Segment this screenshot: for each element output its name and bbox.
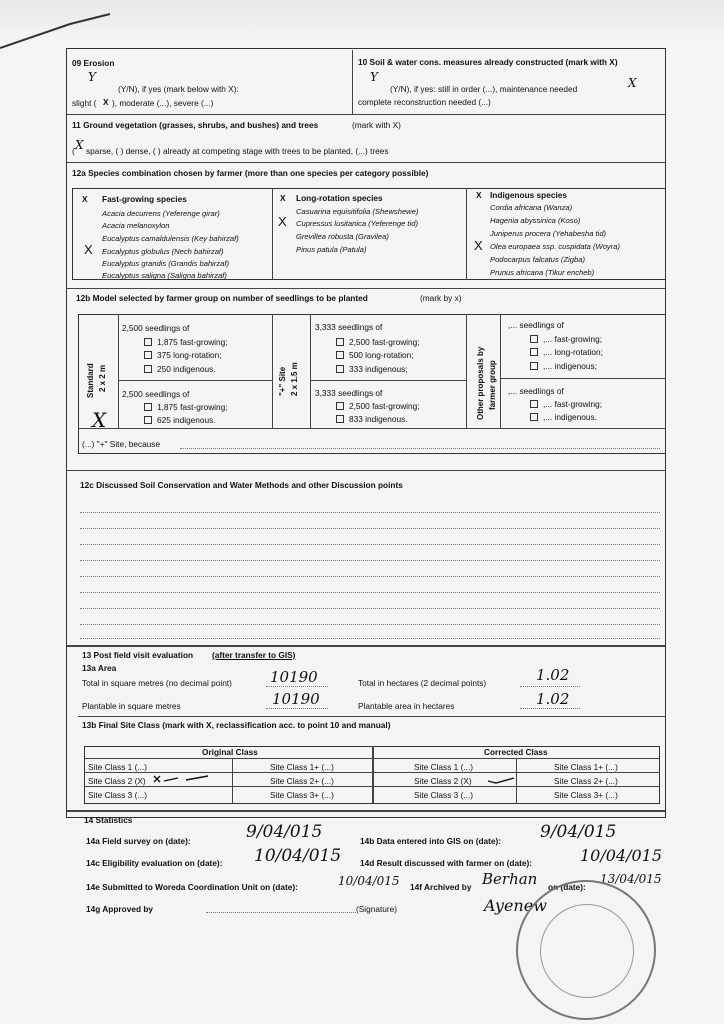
std-a-item: 250 indigenous.	[144, 364, 216, 374]
s11-title: 11 Ground vegetation (grasses, shrubs, and bushes) and trees	[72, 120, 319, 130]
dotted-line	[266, 708, 328, 709]
corrected-class-head: Corrected Class	[484, 747, 548, 757]
long-head: Long-rotation species	[296, 193, 383, 203]
s11-text: sparse, ( ) dense, ( ) already at competing stage with trees to be planted, (...) trees	[86, 146, 389, 156]
fast-species: Eucalyptus globulus (Nech bahirzaf)	[102, 247, 224, 256]
divider	[78, 716, 666, 717]
fast-species: Eucalyptus camaldulensis (Key bahirzaf)	[102, 234, 239, 243]
s14e-label: 14e Submitted to Woreda Coordination Unit on (date):	[86, 882, 298, 892]
divider	[67, 162, 665, 163]
corr-class-cell: Site Class 3 (...)	[414, 790, 474, 800]
model-mark: X	[92, 408, 107, 432]
s14g-label: 14g Approved by	[86, 904, 154, 914]
dotted-line	[80, 624, 660, 625]
orig-class-check-stroke	[148, 772, 212, 786]
divider	[118, 380, 272, 381]
divider	[310, 380, 466, 381]
s10-title: 10 Soil & water cons. measures already constructed (mark with X)	[358, 57, 618, 67]
long-species: Pinus patula (Patula)	[296, 245, 367, 254]
s10-maint-mark: X	[628, 76, 637, 90]
oth-b-item: ,... indigenous.	[530, 412, 597, 422]
fast-head: Fast-growing species	[102, 194, 187, 204]
oth-a-item: ,... fast-growing;	[530, 334, 602, 344]
s09-answer: Y	[88, 70, 96, 84]
divider	[310, 314, 311, 428]
orig-class-cell: Site Class 3+ (...)	[270, 790, 334, 800]
orig-class-cell: Site Class 3 (...)	[88, 790, 148, 800]
s12c-title: 12c Discussed Soil Conservation and Water Methods and other Discussion points	[80, 480, 403, 490]
plus-a-item: 500 long-rotation;	[336, 350, 414, 360]
fast-species: Eucalyptus grandis (Grandis bahirzaf)	[102, 259, 230, 268]
dotted-line	[80, 512, 660, 513]
divider	[466, 188, 467, 280]
s11-mark: X	[75, 138, 84, 152]
std-a-title: 2,500 seedlings of	[122, 323, 190, 333]
s09-title: 09 Erosion	[72, 58, 115, 68]
indig-species: Hagenia abyssinica (Koso)	[490, 216, 581, 225]
dotted-line	[520, 708, 580, 709]
total-sqm-value: 10190	[270, 668, 318, 686]
fast-species: Eucalyptus saligna (Saligna bahirzaf)	[102, 271, 227, 280]
s09-question: (Y/N), if yes (mark below with X):	[118, 84, 239, 94]
s09-rest: ), moderate (...), severe (...)	[112, 98, 214, 108]
s14d-label: 14d Result discussed with farmer on (date):	[360, 858, 532, 868]
divider	[372, 746, 374, 804]
dotted-line	[80, 544, 660, 545]
s09-s10-divider	[352, 50, 353, 114]
s14c-value: 10/04/015	[254, 846, 342, 866]
total-ha-value: 1.02	[536, 666, 570, 684]
dotted-line	[80, 560, 660, 561]
dotted-line	[520, 686, 580, 687]
dotted-line	[180, 448, 660, 449]
indig-species: Olea europaea ssp. cuspidata (Woyra)	[490, 242, 621, 251]
plus-b-item: 833 indigenous.	[336, 414, 408, 424]
plant-ha-value: 1.02	[536, 690, 570, 708]
s11-title-tail: (mark with X)	[352, 120, 401, 130]
plus-a-item: 333 indigenous;	[336, 364, 408, 374]
oth-a-item: ,... long-rotation;	[530, 347, 603, 357]
s12a-title: 12a Species combination chosen by farmer (more than one species per category possible)	[72, 168, 429, 178]
plus-b-title: 3,333 seedlings of	[315, 388, 383, 398]
corr-class-check-stroke	[484, 774, 520, 786]
std-b-title: 2,500 seedlings of	[122, 389, 190, 399]
official-seal-inner	[540, 904, 634, 998]
s14c-label: 14c Eligibility evaluation on (date):	[86, 858, 223, 868]
site-because: (...) "+" Site, because	[82, 439, 161, 449]
indig-species: Cordia africana (Wanza)	[490, 203, 573, 212]
divider	[84, 786, 660, 787]
s09-slight: slight (	[72, 98, 97, 108]
oth-a-title: ,... seedlings of	[508, 320, 564, 330]
s13-title-tail: (after transfer to GIS)	[212, 650, 296, 660]
s14a-value: 9/04/015	[246, 822, 323, 842]
s14d-value: 10/04/015	[580, 846, 663, 865]
oth-a-item: ,... indigenous;	[530, 361, 597, 371]
divider	[78, 428, 666, 429]
divider	[500, 378, 666, 379]
indig-head: Indigenous species	[490, 190, 567, 200]
s14e-value: 10/04/015	[338, 874, 400, 888]
plus-a-item: 2,500 fast-growing;	[336, 337, 420, 347]
s14f-label: 14f Archived by	[410, 882, 472, 892]
total-ha-label: Total in hectares (2 decimal points)	[358, 678, 487, 688]
standard-dim: 2 x 2 m	[98, 364, 107, 392]
fast-species: Acacia decurrens (Yeferenge girar)	[102, 209, 220, 218]
std-b-item: 1,875 fast-growing;	[144, 402, 228, 412]
indig-mark: X	[474, 238, 483, 253]
s14f-on: on (date):	[548, 882, 586, 892]
approver-signature: Ayenew	[484, 896, 547, 915]
oth-b-title: ,... seedlings of	[508, 386, 564, 396]
total-sqm-label: Total in square metres (no decimal point)	[82, 678, 232, 688]
dotted-line	[80, 608, 660, 609]
plus-site-label: "+" Site	[278, 366, 287, 396]
s10-question: (Y/N), if yes: still in order (...), maintenance needed	[390, 84, 578, 94]
s14-title: 14 Statistics	[84, 815, 133, 825]
plus-site-dim: 2 x 1.5 m	[290, 362, 299, 396]
s10-answer: Y	[370, 70, 378, 84]
dotted-line	[80, 638, 660, 639]
indig-col-x: X	[476, 190, 482, 200]
plus-a-title: 3,333 seedlings of	[315, 322, 383, 332]
orig-class-cell: Site Class 2 (X)	[88, 776, 146, 786]
oth-b-item: ,... fast-growing;	[530, 399, 602, 409]
dotted-line	[80, 576, 660, 577]
other-label: Other proposals by	[476, 346, 485, 420]
divider	[67, 470, 665, 471]
divider	[466, 314, 467, 428]
corr-class-cell: Site Class 2 (X)	[414, 776, 472, 786]
s10-line2: complete reconstruction needed (...)	[358, 97, 491, 107]
orig-class-cell: Site Class 1+ (...)	[270, 762, 334, 772]
s14g-signature-label: (Signature)	[356, 904, 398, 914]
s09-slight-mark: X	[103, 97, 109, 107]
std-a-item: 1,875 fast-growing;	[144, 337, 228, 347]
fast-species: Acacia melanoxylon	[102, 221, 170, 230]
orig-class-cell: Site Class 1 (...)	[88, 762, 148, 772]
s14b-value: 9/04/015	[540, 822, 617, 842]
dotted-line	[206, 912, 356, 913]
dotted-line	[80, 528, 660, 529]
other-label2: farmer group	[488, 360, 497, 410]
standard-label: Standard	[86, 363, 95, 398]
long-species: Cupressus lusitanica (Yeferenge tid)	[296, 219, 418, 228]
long-species: Casuarina equisitifolia (Shewshewe)	[296, 207, 419, 216]
corr-class-cell: Site Class 1+ (...)	[554, 762, 618, 772]
divider	[500, 314, 501, 428]
divider	[67, 810, 665, 812]
indig-species: Juniperus procera (Yehabesha tid)	[490, 229, 607, 238]
corr-class-cell: Site Class 1 (...)	[414, 762, 474, 772]
divider	[118, 314, 119, 428]
orig-class-cell: Site Class 2+ (...)	[270, 776, 334, 786]
divider	[67, 114, 665, 115]
corr-class-cell: Site Class 2+ (...)	[554, 776, 618, 786]
indig-species: Podocarpus falcatus (Zigba)	[490, 255, 585, 264]
long-col-x: X	[280, 193, 286, 203]
divider	[67, 288, 665, 289]
divider	[272, 188, 273, 280]
s13a-title: 13a Area	[82, 663, 117, 673]
s14b-label: 14b Data entered into GIS on (date):	[360, 836, 502, 846]
plant-sqm-label: Plantable in square metres	[82, 701, 181, 711]
std-a-item: 375 long-rotation;	[144, 350, 222, 360]
s14a-label: 14a Field survey on (date):	[86, 836, 191, 846]
original-class-head: Original Class	[202, 747, 258, 757]
divider	[272, 314, 273, 428]
form-page: 09 Erosion Y (Y/N), if yes (mark below with X): slight ( X ), moderate (...), severe (...) 10 Soil & water cons. measures already constructed (mark with X) Y (Y/N), if yes: still in order (...), maintenance needed X complete reconstruction needed (...) 11 Ground vegetation (grasses, shrubs, and bushes) and trees (mark with X) ( X sparse, ( ) dense, ( ) already at competing stage with trees to be planted, (...) trees 12a Species combination chosen by farmer (more than one species per category possible) X Fast-growing species X Long-rotation species X Indigenous species Acacia decurrens (Yeferenge girar) Acacia melanoxylon Eucalyptus camaldulensis (Key bahirzaf) Eucalyptus globulus (Nech bahirzaf) Eucalyptus grandis (Grandis bahirzaf) Eucalyptus saligna (Saligna bahirzaf) X Casuarina equisitifolia (Shewshewe) Cupressus lusitanica (Yeferenge tid) Grevillea robusta (Gravilea) Pinus patula (Patula) X Cordia africana (Wanza) Hagenia abyssinica (Koso) Juniperus procera (Yehabesha tid) Olea europaea ssp. cuspidata (Woyra) Podocarpus falcatus (Zigba) Prunus africana (Tikur encheb) X 12b Model selected by farmer group on number of seedlings to be planted (mark by x) Standard 2 x 2 m "+" Site 2 x 1.5 m Other proposals by farmer group 2,500 seedlings of 1,875 fast-growing; 375 long-rotation; 250 indigenous. 2,500 seedlings of 1,875 fast-growing; 625 indigenous. X 3,333 seedlings of 2,500 fast-growing; 500 long-rotation; 333 indigenous; 3,333 seedlings of 2,500 fast-growing; 833 indigenous. ,... seedlings of ,... fast-growing; ,... long-rotation; ,... indigenous; ,... seedlings of ,... fast-growing; ,... indigenous. (...) "+" Site, because 12c Discussed Soil Conservation and Water Methods and other Discussion points 13 Post field visit evaluation (after transfer to GIS) 13a Area Total in square metres (no decimal point) 10190 Total in hectares (2 decimal points) 1.02 Plantable in square metres 10190 Plantable area in hectares 1.02 13b Final Site Class (mark with X, reclassification acc. to point 10 and manual) Original Class Corrected Class Site Class 1 (...) Site Class 1+ (...) Site Class 2 (X) Site Class 2+ (...) Site Class 3 (...) Site Class 3+ (...) Site Class 1 (...) Site Class 1+ (...) Site Class 2 (X) Site Class 2+ (...) Site Class 3 (...) Site Class 3+ (...) 14 Statistics 14a Field survey on (date): 9/04/015 14b Data entered into GIS on (date): 9/04/015 14c Eligibility evaluation on (date): 10/04/015 14d Result discussed with farmer on (date): 10/04/015 14e Submitted to Woreda Coordination Unit on (date): 10/04/015 14f Archived by Berhan on (date): 13/04/015 14g Approved by (Signature) Ayenew	[0, 0, 724, 1024]
fast-mark: X	[84, 242, 93, 257]
indig-species: Prunus africana (Tikur encheb)	[490, 268, 595, 277]
s12b-title-tail: (mark by x)	[420, 293, 462, 303]
corr-class-cell: Site Class 3+ (...)	[554, 790, 618, 800]
plus-b-item: 2,500 fast-growing;	[336, 401, 420, 411]
s12b-title: 12b Model selected by farmer group on number of seedlings to be planted	[76, 293, 368, 303]
s13-title: 13 Post field visit evaluation	[82, 650, 194, 660]
fast-col-x: X	[82, 194, 88, 204]
scan-corner-fold	[0, 8, 120, 58]
dotted-line	[80, 592, 660, 593]
divider	[232, 758, 233, 804]
s13b-title: 13b Final Site Class (mark with X, reclassification acc. to point 10 and manual)	[82, 720, 391, 730]
long-species: Grevillea robusta (Gravilea)	[296, 232, 389, 241]
plant-sqm-value: 10190	[272, 690, 320, 708]
std-b-item: 625 indigenous.	[144, 415, 216, 425]
long-mark: X	[278, 214, 287, 229]
divider	[67, 645, 665, 647]
dotted-line	[266, 686, 328, 687]
official-seal	[516, 880, 656, 1020]
s14f-value: 13/04/015	[600, 872, 662, 886]
s14f-name: Berhan	[482, 870, 538, 888]
plant-ha-label: Plantable area in hectares	[358, 701, 455, 711]
